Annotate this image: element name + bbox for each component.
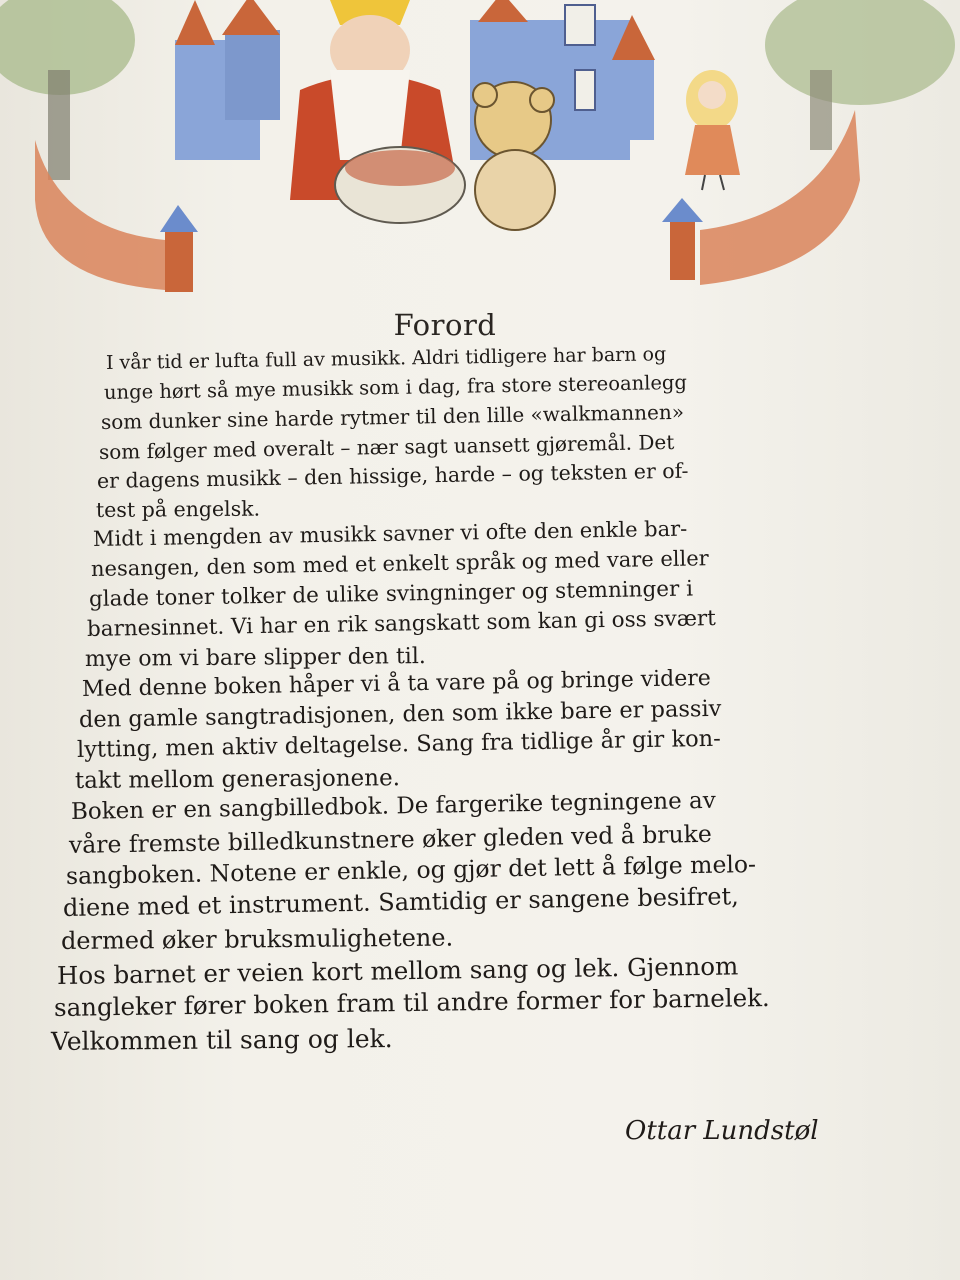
text-line: glade toner tolker de ulike svingninger og stemninger i — [88, 576, 694, 612]
text-line: våre fremste billedkunstnere øker gleden ved å bruke — [68, 819, 713, 859]
text-line: som følger med overalt – nær sagt uansett gjøremål. Det — [98, 429, 675, 464]
text-line: test på engelsk. — [95, 496, 261, 522]
text-line: dermed øker bruksmulighetene. — [60, 923, 454, 955]
text-line: som dunker sine harde rytmer til den lille «walkmannen» — [100, 399, 685, 434]
text-line: sangboken. Notene er enkle, og gjør det lett å følge melo- — [65, 849, 757, 890]
castle-illustration — [0, 0, 960, 300]
text-line: Hos barnet er veien kort mellom sang og lek. Gjennom — [56, 951, 739, 990]
author-signature: Ottar Lundstøl — [625, 1116, 819, 1146]
text-line: barnesinnet. Vi har en rik sangskatt som kan gi oss svært — [86, 606, 717, 642]
text-line: Midt i mengden av musikk savner vi ofte den enkle bar- — [92, 516, 688, 551]
text-line: nesangen, den som med et enkelt språk og med vare eller — [90, 546, 709, 581]
text-line: takt mellom generasjonene. — [74, 765, 401, 794]
text-line: I vår tid er lufta full av musikk. Aldri tidligere har barn og — [105, 343, 667, 374]
text-line: diene med et instrument. Samtidig er sangene besifret, — [62, 882, 739, 922]
text-line: lytting, men aktiv deltagelse. Sang fra tidlige år gir kon- — [76, 725, 721, 763]
page-title: Forord — [393, 308, 497, 342]
text-line: Boken er en sangbilledbok. De fargerike tegningene av — [70, 787, 716, 825]
text-line: mye om vi bare slipper den til. — [84, 644, 426, 672]
text-line: sangleker fører boken fram til andre former for barnelek. — [53, 983, 770, 1022]
text-line: Med denne boken håper vi å ta vare på og bringe videre — [81, 666, 712, 702]
text-line: er dagens musikk – den hissige, harde – og teksten er of- — [96, 458, 689, 493]
text-line: Velkommen til sang og lek. — [50, 1024, 393, 1056]
text-line: unge hørt så mye musikk som i dag, fra store stereoanlegg — [103, 370, 688, 404]
text-line: den gamle sangtradisjonen, den som ikke bare er passiv — [78, 695, 722, 733]
